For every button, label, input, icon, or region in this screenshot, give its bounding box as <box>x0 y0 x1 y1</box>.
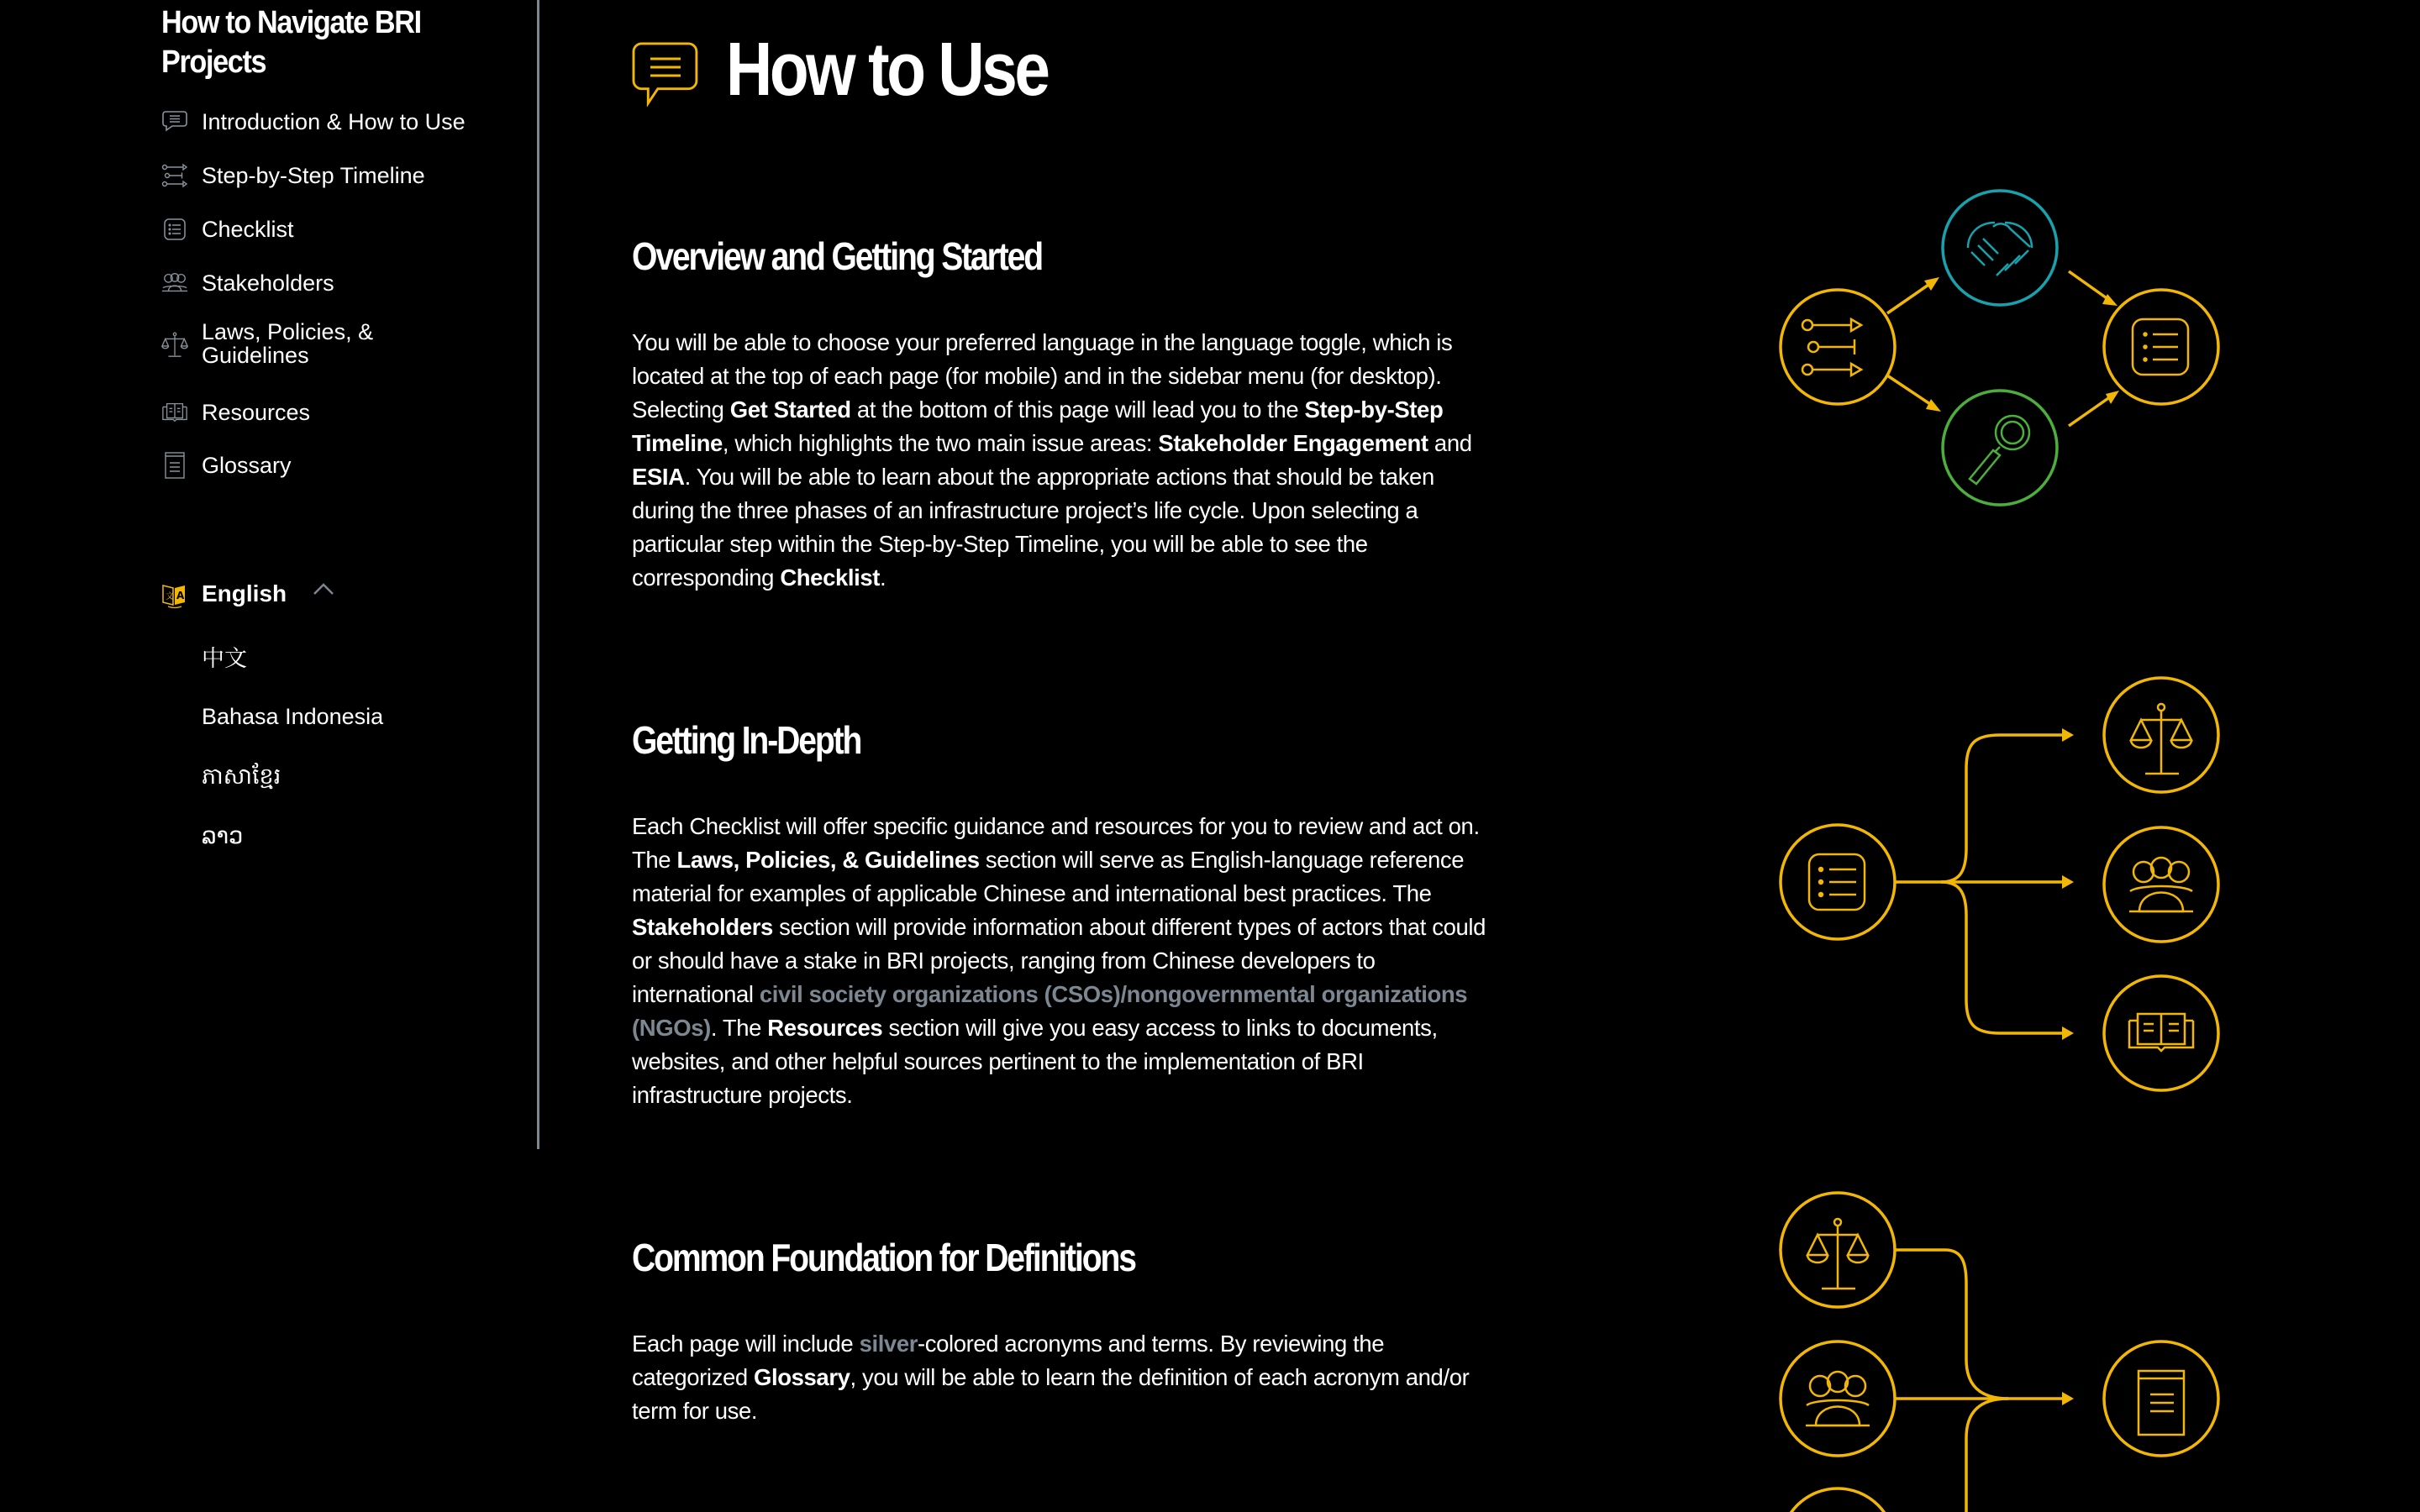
section-heading-in-depth: Getting In-Depth <box>632 718 861 762</box>
chat-bubble-icon <box>161 108 188 135</box>
text: . <box>880 564 886 591</box>
text: -colored acronyms and terms. By reviewing the categorized <box>632 1331 1385 1390</box>
timeline-node-icon <box>1781 290 1895 404</box>
svg-text:A: A <box>176 590 185 601</box>
document-icon <box>161 452 188 479</box>
timeline-icon <box>161 162 188 189</box>
bold-text: Glossary <box>754 1364 850 1390</box>
sidebar-item-label: Step-by-Step Timeline <box>202 163 425 188</box>
sidebar-item-introduction[interactable] <box>161 108 466 135</box>
checklist-branch-diagram <box>1773 668 2244 1105</box>
bold-text: Laws, Policies, & Guidelines <box>676 847 980 873</box>
bold-text: Checklist <box>780 564 881 591</box>
bold-text: Stakeholder Engagement <box>1158 430 1428 456</box>
sidebar-item-label: Resources <box>202 400 311 425</box>
section-paragraph-definitions <box>632 1327 1489 1428</box>
sidebar-item-glossary[interactable] <box>161 452 292 479</box>
scales-icon <box>161 332 188 359</box>
translate-icon <box>161 582 188 609</box>
bold-text: Stakeholders <box>632 914 773 940</box>
sidebar-item-label: Laws, Policies, & Guidelines <box>202 319 374 368</box>
scales-node-icon <box>2104 678 2218 792</box>
language-toggle[interactable] <box>161 580 287 609</box>
workflow-diagram <box>1773 185 2244 512</box>
sidebar-item-label: Introduction & How to Use <box>202 109 466 134</box>
bold-text: ESIA <box>632 464 685 490</box>
text: . You will be able to learn about the appropriate actions that should be taken during the three phases of an infrastructure project’s life cycle. Upon selecting a particular step within the Step-by-Step Timeline, you will be able to see the corresponding <box>632 464 1434 591</box>
language-option-chinese[interactable]: 中文 <box>202 646 247 671</box>
text: section will serve as English-language reference material for examples of applicable Chinese and international best practices. The <box>632 847 1465 906</box>
text: section will provide information about different types of actors that could or should have a stake in BRI projects, ranging from Chinese developers to international <box>632 914 1486 1007</box>
glossary-term-link[interactable]: civil society organizations (CSOs)/nongovernmental organizations (NGOs) <box>632 981 1468 1041</box>
people-icon <box>161 270 188 297</box>
chevron-up-icon[interactable] <box>313 582 334 600</box>
sidebar-item-label: Stakeholders <box>202 270 334 296</box>
handshake-node-icon <box>1943 191 2057 305</box>
checklist-icon <box>161 216 188 243</box>
sidebar-item-label: Glossary <box>202 453 292 478</box>
bold-text: Get Started <box>729 396 851 423</box>
people-node-icon <box>1781 1341 1895 1456</box>
text: You will be able to choose your preferred language in the language toggle, which is located at the top of each page (for mobile) and in the sidebar menu (for desktop). Selecting <box>632 329 1453 423</box>
open-book-icon <box>161 399 188 426</box>
current-language: English <box>202 580 287 606</box>
glossary-node-icon <box>2104 1341 2218 1456</box>
section-paragraph-in-depth <box>632 810 1489 1112</box>
people-node-icon <box>2104 827 2218 942</box>
checklist-node-icon <box>2104 290 2218 404</box>
language-option-khmer[interactable]: ភាសាខ្មែរ <box>202 764 281 789</box>
chat-bubble-icon <box>632 42 699 113</box>
text: , which highlights the two main issue areas: <box>722 430 1159 456</box>
open-book-node-icon <box>2104 976 2218 1090</box>
text: section will give you easy access to links to documents, websites, and other helpful sources pertinent to the implementation of BRI infrastructure projects. <box>632 1015 1438 1108</box>
sidebar-item-checklist[interactable] <box>161 216 294 243</box>
sidebar-item-label: Checklist <box>202 217 294 242</box>
section-heading-overview: Overview and Getting Started <box>632 234 1043 278</box>
scales-node-icon <box>1781 1193 1895 1307</box>
text: and <box>1428 430 1472 456</box>
text: at the bottom of this page will lead you to the <box>850 396 1305 423</box>
sidebar-item-laws[interactable] <box>161 319 374 368</box>
section-paragraph-overview <box>632 326 1489 595</box>
glossary-merge-diagram <box>1773 1184 2244 1512</box>
text: Each page will include <box>632 1331 860 1357</box>
text: Each Checklist will offer specific guidance and resources for you to review and act on. The <box>632 813 1480 873</box>
magnifier-node-icon <box>1943 391 2057 505</box>
sidebar-item-timeline[interactable] <box>161 162 425 189</box>
svg-text:文: 文 <box>166 592 174 601</box>
language-option-indonesian[interactable]: Bahasa Indonesia <box>202 704 384 729</box>
language-option-lao[interactable]: ລາວ <box>202 823 244 848</box>
sidebar-item-resources[interactable] <box>161 399 311 426</box>
sidebar-title: How to Navigate BRI Projects <box>161 5 421 80</box>
glossary-term-link[interactable]: silver <box>859 1331 918 1357</box>
section-heading-definitions: Common Foundation for Definitions <box>632 1236 1135 1279</box>
bold-text: Step-by-Step Timeline <box>632 396 1444 456</box>
page-title: How to Use <box>726 28 1048 112</box>
bold-text: Resources <box>767 1015 883 1041</box>
sidebar-item-stakeholders[interactable] <box>161 270 334 297</box>
text: . The <box>710 1015 768 1041</box>
sidebar <box>0 0 539 1149</box>
text: , you will be able to learn the definition of each acronym and/or term for use. <box>632 1364 1470 1424</box>
